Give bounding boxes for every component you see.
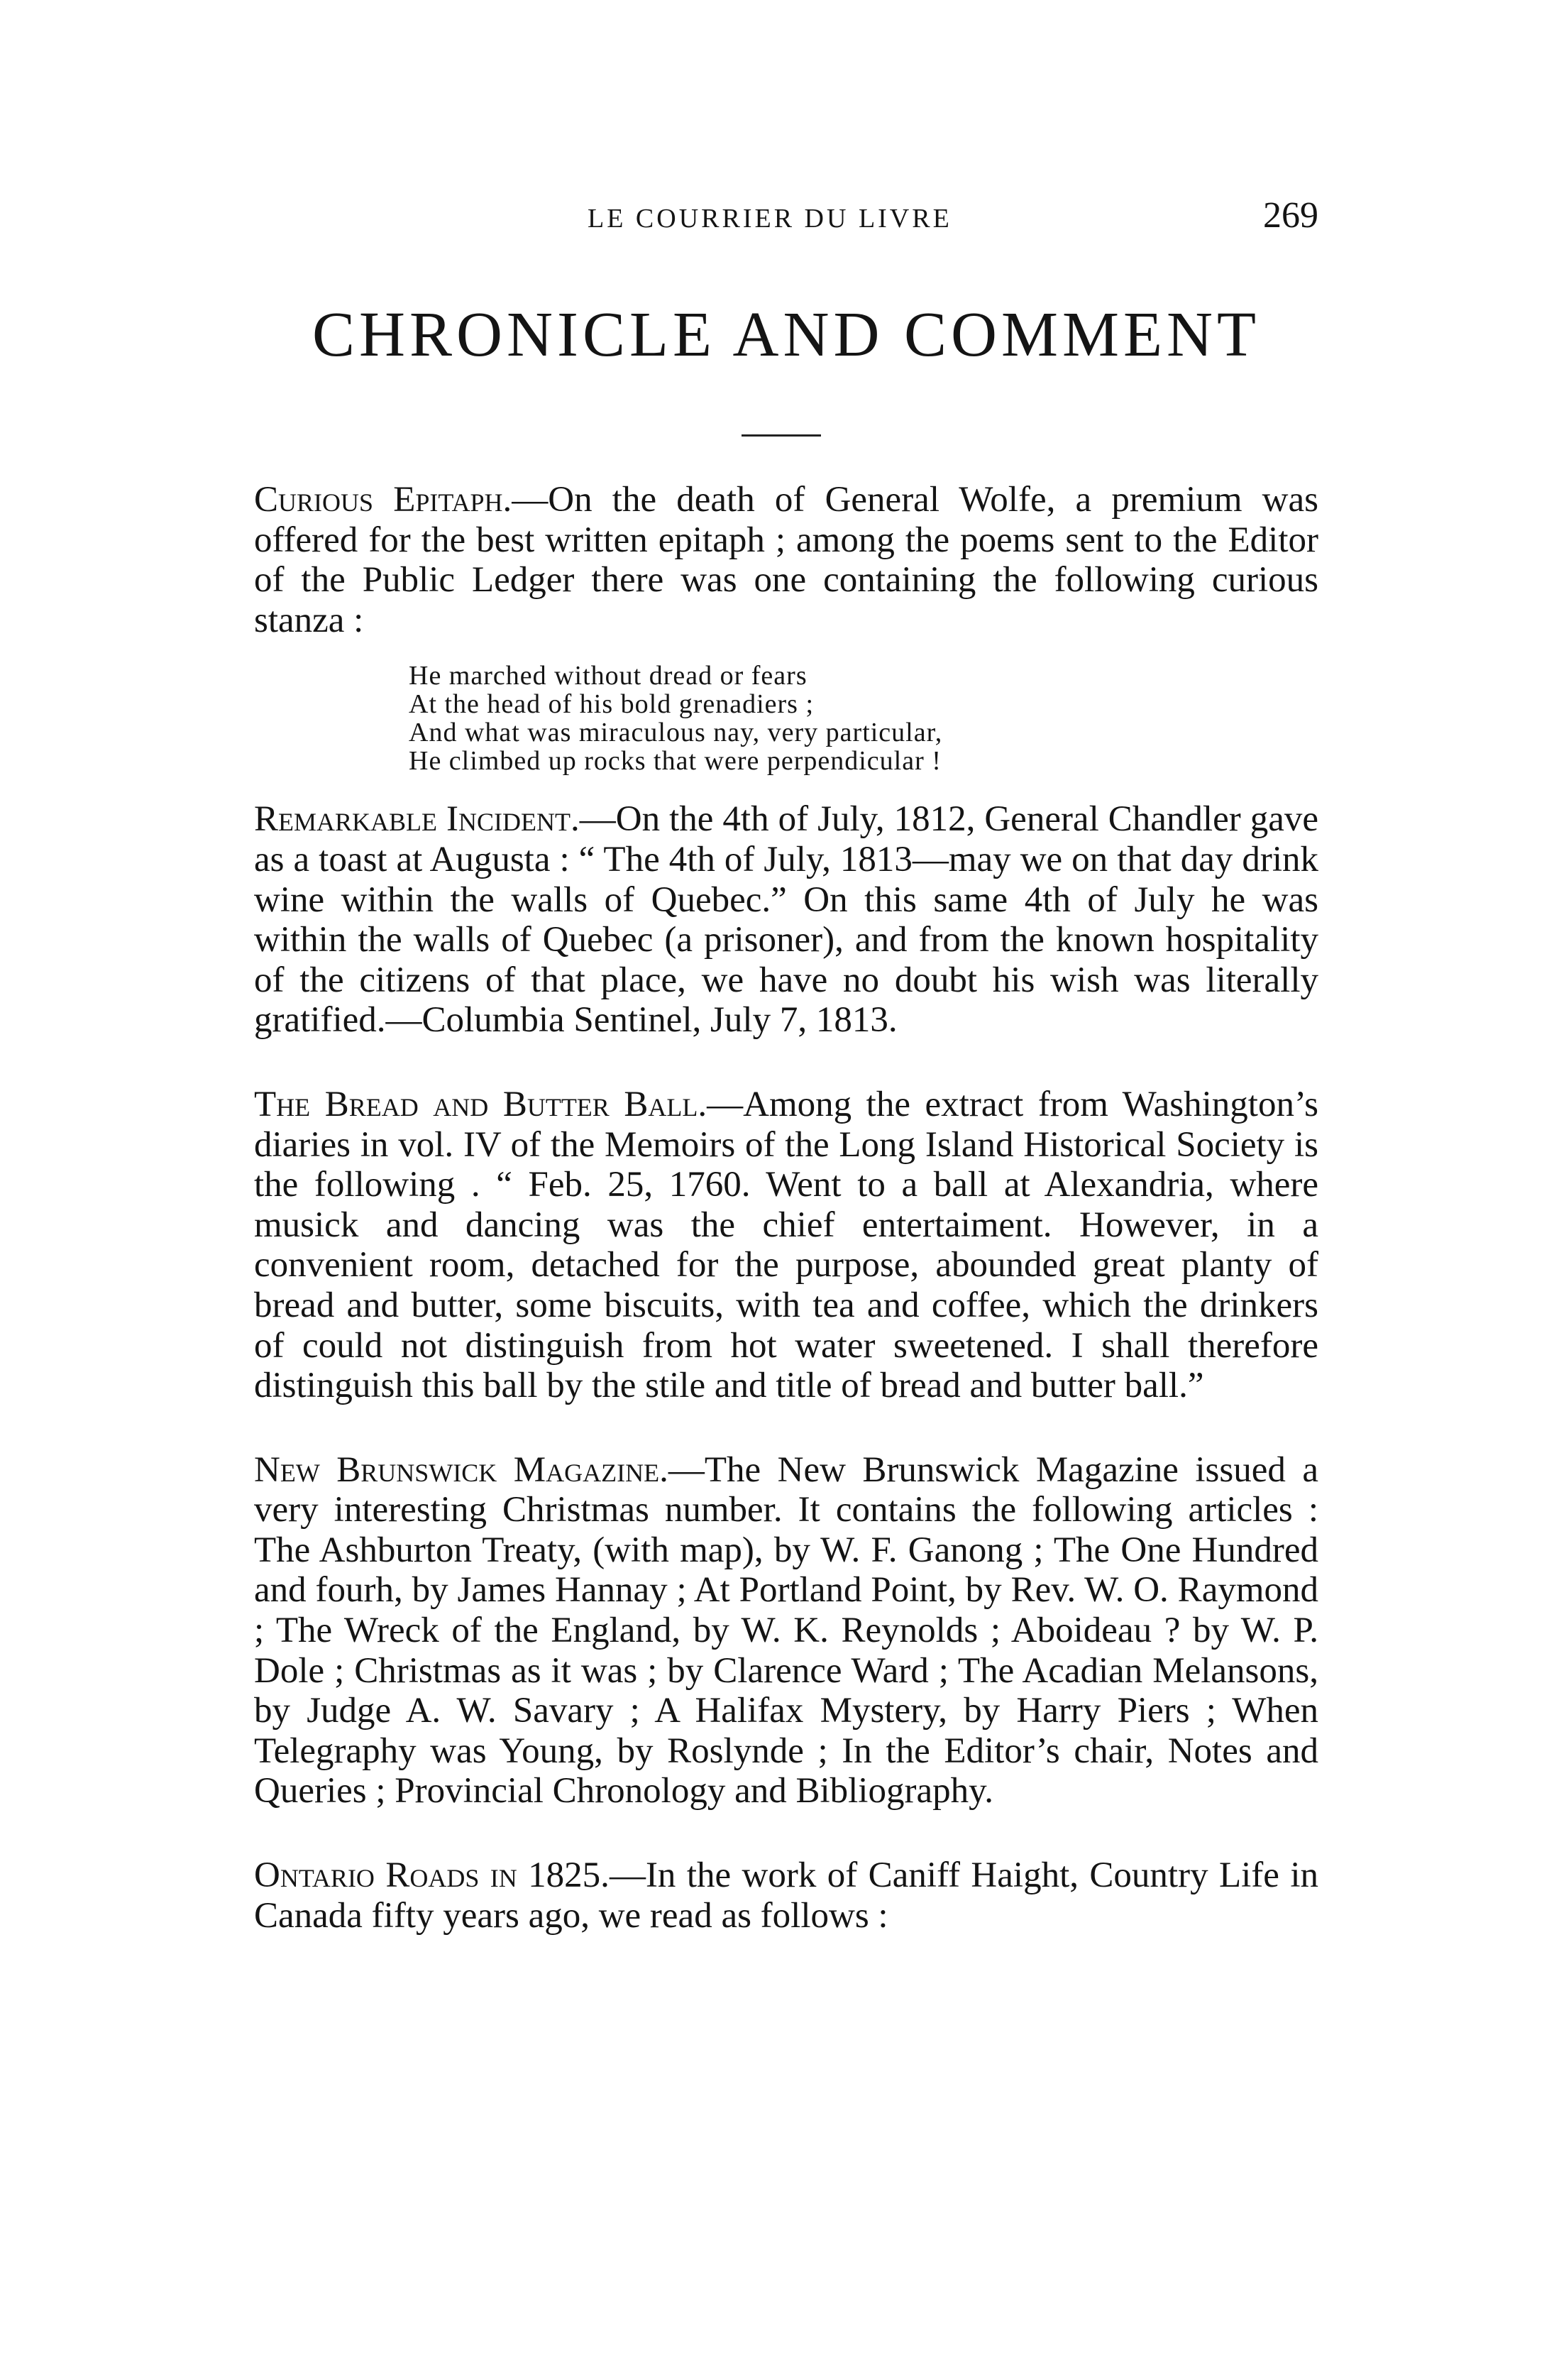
paragraph-bread-butter-ball bbox=[254, 1085, 1318, 1406]
chapter-title: CHRONICLE AND COMMENT bbox=[312, 300, 1261, 370]
heading-ontario-roads: Ontario Roads in 1825. bbox=[254, 1855, 610, 1896]
paragraph-new-brunswick bbox=[254, 1450, 1318, 1811]
poem-line: He climbed up rocks that were perpendicular ! bbox=[409, 746, 942, 777]
text-curious-epitaph: —On the death of General Wolfe, a premium was offered for the best written epitaph ; among the poems sent to the Editor of the Public Ledger there was one containing the following curious stanza : bbox=[254, 480, 1318, 640]
text-new-brunswick: —The New Brunswick Magazine issued a very interesting Christmas number. It contains the following articles : The Ashburton Treaty, (with map), by W. F. Ganong ; The One Hundred and fourh, by James Hannay ; At Portland Point, by Rev. W. O. Raymond ; The Wreck of the England, by W. K. Reynolds ; Aboideau ? by W. P. Dole ; Christmas as it was ; by Clarence Ward ; The Acadian Melansons, by Judge A. W. Savary ; A Halifax Mystery, by Harry Piers ; When Telegraphy was Young, by Roslynde ; In the Editor’s chair, Notes and Queries ; Provincial Chronology and Bibliography. bbox=[254, 1449, 1318, 1811]
page-header bbox=[254, 195, 1318, 246]
poem-line: And what was miraculous nay, very particular, bbox=[409, 718, 943, 748]
text-bread-butter-ball: —Among the extract from Washington’s diaries in vol. IV of the Memoirs of the Long Island Historical Society is the following . “ Feb. 25, 1760. Went to a ball at Alexandria, where musick and dancing was the chief entertaiment. However, in a convenient room, detached for the purpose, abounded great planty of bread and butter, some biscuits, with tea and coffee, which the drinkers of could not distinguish from hot water sweetened. I shall therefore distinguish this ball by the stile and title of bread and butter ball.” bbox=[254, 1084, 1318, 1406]
heading-new-brunswick: New Brunswick Magazine. bbox=[254, 1449, 668, 1490]
page-number: 269 bbox=[1263, 195, 1318, 236]
title-rule bbox=[742, 434, 821, 437]
paragraph-gap bbox=[254, 1041, 1318, 1085]
page-body bbox=[254, 480, 1318, 1936]
heading-remarkable-incident: Remarkable Incident. bbox=[254, 799, 580, 840]
text-ontario-roads: —In the work of Caniff Haight, Country Life in Canada fifty years ago, we read as follows : bbox=[254, 1855, 1319, 1936]
paragraph-gap bbox=[254, 1811, 1318, 1855]
poem-line: He marched without dread or fears bbox=[409, 661, 808, 691]
paragraph-gap bbox=[254, 1406, 1318, 1450]
paragraph-remarkable-incident bbox=[254, 799, 1318, 1041]
paragraph-curious-epitaph bbox=[254, 480, 1318, 640]
heading-bread-butter-ball: The Bread and Butter Ball. bbox=[254, 1084, 707, 1124]
paragraph-ontario-roads bbox=[254, 1855, 1318, 1936]
running-title: LE COURRIER DU LIVRE bbox=[588, 204, 952, 234]
poem-line: At the head of his bold grenadiers ; bbox=[409, 689, 815, 720]
heading-curious-epitaph: Curious Epitaph. bbox=[254, 480, 512, 520]
poem-stanza bbox=[409, 662, 1318, 775]
text-remarkable-incident: —On the 4th of July, 1812, General Chandler gave as a toast at Augusta : “ The 4th of July, 1813—may we on that day drink wine within the walls of Quebec.” On this same 4th of July he was within the walls of Quebec (a prisoner), and from the known hospitality of the citizens of that place, we have no doubt his wish was literally gratified.—Columbia Sentinel, July 7, 1813. bbox=[254, 799, 1318, 1041]
